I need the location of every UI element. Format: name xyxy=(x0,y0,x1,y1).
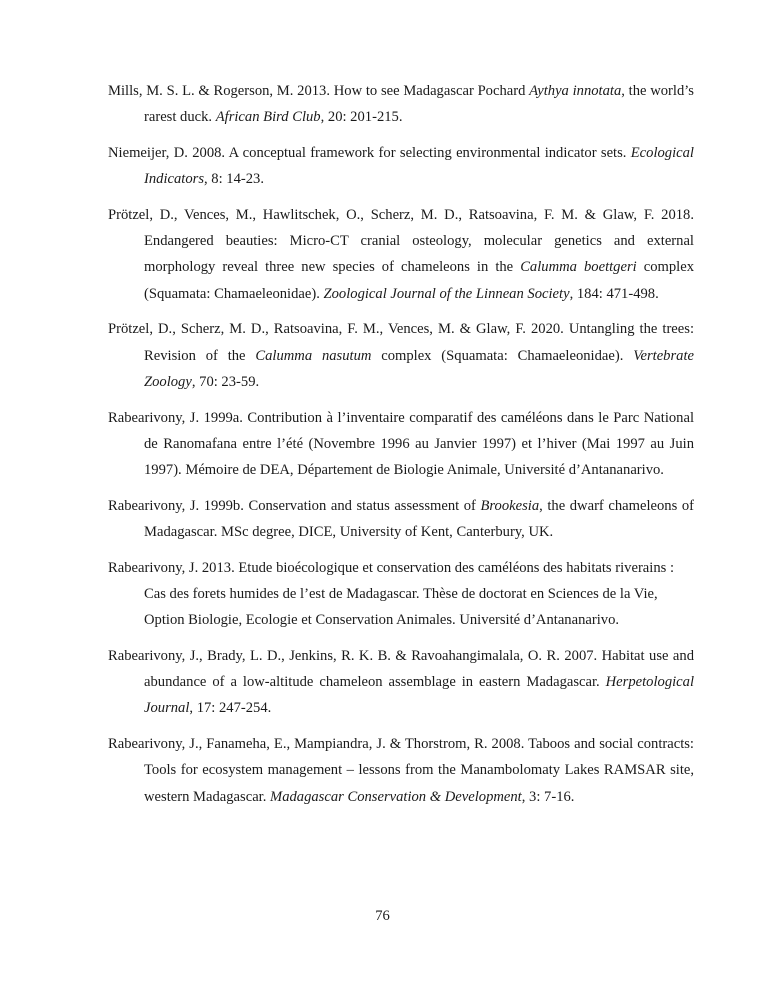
ref-journal-title: African Bird Club xyxy=(215,109,321,126)
ref-text: Rabearivony, J. 2013. Etude bioécologique et conservation des caméléons des habitats riverains : Cas des forets humides de l’est de Madagascar. Thèse de doctorat en Sciences de la Vie, Option Biologie, Ecologie et Conservation Animales. Université d’Antananarivo. xyxy=(108,559,675,629)
reference-entry xyxy=(108,555,694,634)
ref-text: , 70: 23-59. xyxy=(191,373,260,390)
ref-journal-title: Vertebrate Zoology xyxy=(144,347,694,390)
ref-species-name: Aythya innotata xyxy=(529,83,622,99)
reference-entry xyxy=(108,405,694,484)
reference-entry xyxy=(108,731,694,810)
ref-text: Rabearivony, J., Brady, L. D., Jenkins, R. K. B. & Ravoahangimalala, O. R. 2007. Habitat use and abundance of a low-altitude chameleon assemblage in eastern Madagascar. xyxy=(108,648,694,691)
page-number: 76 xyxy=(375,908,390,924)
ref-species-name: Calumma nasutum xyxy=(255,347,372,364)
ref-text: , the dwarf chameleons of Madagascar. MSc degree, DICE, University of Kent, Canterbury, UK. xyxy=(144,497,694,541)
ref-text: , 20: 201-215. xyxy=(320,109,403,126)
ref-journal-title: Madagascar Conservation & Development xyxy=(270,788,522,805)
ref-text: Niemeijer, D. 2008. A conceptual framework for selecting environmental indicator sets. xyxy=(108,145,631,161)
ref-text: , 8: 14-23. xyxy=(204,171,264,188)
reference-entry xyxy=(108,493,694,545)
reference-entry xyxy=(108,643,694,722)
reference-entry xyxy=(108,316,694,395)
ref-text: , 184: 471-498. xyxy=(569,285,659,302)
ref-journal-title: Zoological Journal of the Linnean Society xyxy=(323,285,570,302)
ref-text: , the world’s rarest duck. xyxy=(144,83,694,126)
reference-entry xyxy=(108,78,694,130)
reference-list xyxy=(108,78,694,819)
ref-genus-name: Brookesia xyxy=(480,497,540,514)
ref-text: Rabearivony, J. 1999b. Conservation and status assessment of xyxy=(108,497,481,514)
ref-text: Mills, M. S. L. & Rogerson, M. 2013. How to see Madagascar Pochard xyxy=(108,83,530,99)
ref-text: Prötzel, D., Scherz, M. D., Ratsoavina, F. M., Vences, M. & Glaw, F. 2020. Untangling the trees: Revision of the xyxy=(108,321,694,364)
ref-species-name: Calumma boettgeri xyxy=(520,259,637,276)
ref-text: Rabearivony, J., Fanameha, E., Mampiandra, J. & Thorstrom, R. 2008. Taboos and social contracts: Tools for ecosystem management – lessons from the Manambolomaty Lakes RAMSAR site, western Madagascar. xyxy=(108,736,694,805)
ref-text: , 17: 247-254. xyxy=(189,700,272,717)
ref-text: Prötzel, D., Vences, M., Hawlitschek, O., Scherz, M. D., Ratsoavina, F. M. & Glaw, F. 2018. Endangered beauties: Micro-CT cranial osteology, molecular genetics and external morphology reveal three new species of chameleons in the xyxy=(108,207,694,276)
ref-text: Rabearivony, J. 1999a. Contribution à l’inventaire comparatif des caméléons dans le Parc National de Ranomafana entre l’été (Novembre 1996 au Janvier 1997) et l’hiver (Mai 1997 au Juin 1997). Mémoire de DEA, Département de Biologie Animale, Université d’Antananarivo. xyxy=(108,409,694,479)
ref-journal-title: Ecological Indicators xyxy=(144,145,694,188)
ref-text: complex (Squamata: Chamaeleonidae). xyxy=(144,259,694,302)
ref-journal-title: Herpetological Journal xyxy=(144,674,694,717)
ref-text: , 3: 7-16. xyxy=(521,788,575,805)
ref-text: complex (Squamata: Chamaeleonidae). xyxy=(371,347,634,364)
reference-entry xyxy=(108,140,694,192)
reference-entry xyxy=(108,202,694,307)
